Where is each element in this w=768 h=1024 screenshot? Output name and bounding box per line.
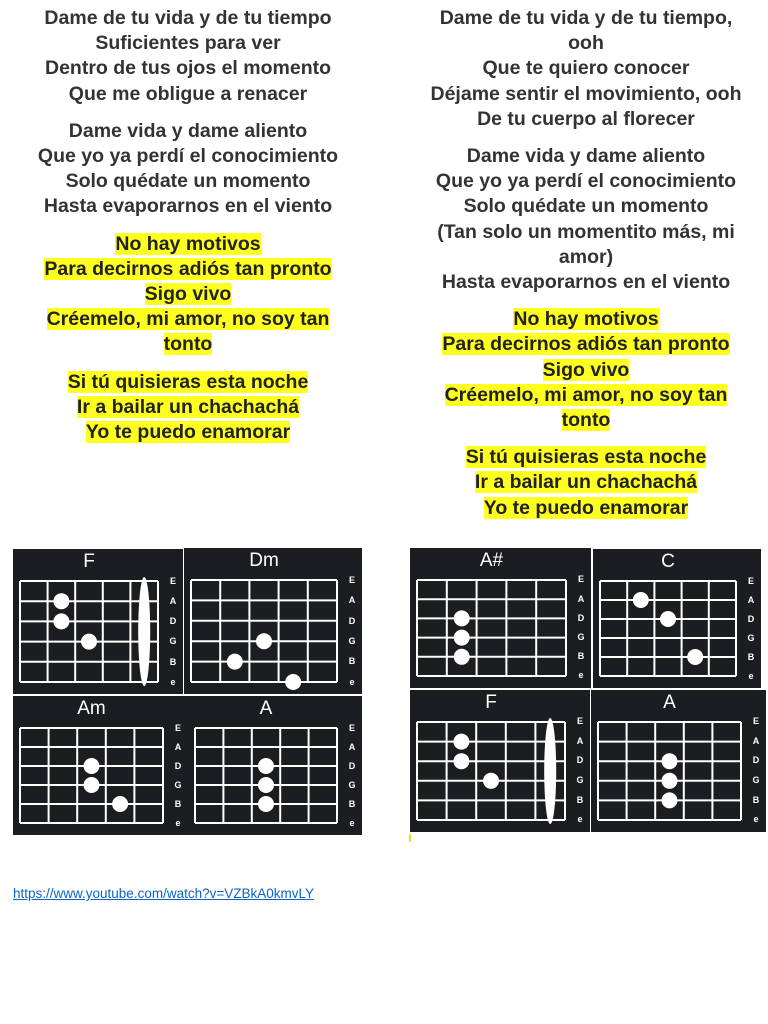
lyric-line <box>14 370 362 395</box>
string-label: B <box>348 798 356 809</box>
chord-name: F <box>485 692 497 713</box>
string-labels <box>347 570 357 692</box>
finger-dot <box>483 773 499 789</box>
string-label: D <box>348 615 356 626</box>
lyric-line <box>408 82 764 107</box>
string-label: G <box>169 636 177 647</box>
lyric-text: Créemelo, mi amor, no soy tan <box>46 308 330 331</box>
lyrics-column-right <box>408 6 764 533</box>
lyric-text: Para decirnos adiós tan pronto <box>44 257 332 280</box>
string-labels <box>576 570 586 685</box>
lyric-line <box>14 56 362 81</box>
lyric-line <box>408 496 764 521</box>
chord-name: F <box>83 551 95 572</box>
chord-name: A <box>259 698 273 719</box>
lyric-text: Sigo vivo <box>144 283 232 306</box>
string-label: G <box>348 779 356 790</box>
string-label: G <box>348 635 356 646</box>
string-label: E <box>752 716 759 727</box>
fretboard-grid <box>410 548 591 688</box>
finger-dot <box>258 758 274 774</box>
lyric-line <box>14 395 362 420</box>
string-label: e <box>170 676 176 687</box>
string-label: E <box>747 575 754 586</box>
chord-diagram <box>188 696 362 835</box>
lyric-text: Solo quédate un momento <box>463 195 709 218</box>
highlight-mark <box>409 834 411 842</box>
finger-dot <box>53 593 69 609</box>
lyric-line <box>408 270 764 295</box>
string-label: G <box>576 774 584 785</box>
string-label: B <box>747 651 755 662</box>
finger-dot <box>453 734 469 750</box>
string-label: e <box>349 676 355 687</box>
chord-diagram <box>410 548 591 688</box>
lyric-text: tonto <box>561 409 611 432</box>
finger-dot <box>112 796 128 812</box>
chord-diagram <box>410 690 590 832</box>
string-label: E <box>169 575 176 586</box>
lyric-text: Si tú quisieras esta noche <box>67 370 309 393</box>
string-label: e <box>175 817 181 828</box>
lyric-line <box>408 383 764 408</box>
finger-dot <box>660 611 676 627</box>
lyric-line <box>408 358 764 383</box>
string-labels <box>168 571 178 692</box>
lyric-text: Yo te puedo enamorar <box>483 496 689 519</box>
finger-dot <box>81 634 97 650</box>
lyric-line <box>408 445 764 470</box>
chord-diagram <box>13 549 183 694</box>
stanza-highlighted <box>408 445 764 521</box>
lyric-line <box>14 332 362 357</box>
lyric-line <box>14 282 362 307</box>
string-label: E <box>348 574 355 585</box>
string-label: e <box>349 817 355 828</box>
lyric-line <box>14 257 362 282</box>
lyric-line <box>408 307 764 332</box>
chord-diagram <box>593 549 761 688</box>
finger-dot <box>687 649 703 665</box>
stanza <box>14 6 362 107</box>
finger-dot <box>84 777 100 793</box>
fretboard-grid <box>13 549 183 694</box>
string-label: A <box>577 593 585 604</box>
lyric-line <box>408 107 764 132</box>
finger-dot <box>227 654 243 670</box>
string-labels <box>746 572 756 686</box>
lyric-text: Yo te puedo enamorar <box>85 421 291 444</box>
lyric-text: Dame de tu vida y de tu tiempo, <box>439 7 733 29</box>
string-label: D <box>747 613 755 624</box>
string-label: B <box>169 656 177 667</box>
lyric-line <box>14 420 362 445</box>
string-label: B <box>576 794 584 805</box>
lyric-line <box>408 6 764 31</box>
string-labels <box>575 712 585 830</box>
lyric-text: tonto <box>163 333 213 356</box>
string-label: G <box>747 632 755 643</box>
lyric-line <box>14 82 362 107</box>
string-label: e <box>577 814 583 825</box>
lyric-line <box>14 6 362 31</box>
string-label: D <box>174 760 182 771</box>
string-label: B <box>577 651 585 662</box>
lyric-text: Que yo ya perdí el conocimiento <box>37 145 339 168</box>
string-label: e <box>578 670 584 681</box>
string-label: G <box>174 779 182 790</box>
finger-dot <box>53 613 69 629</box>
string-label: e <box>753 814 759 825</box>
lyric-line <box>408 332 764 357</box>
lyric-line <box>408 245 764 270</box>
finger-dot <box>258 777 274 793</box>
stanza-highlighted <box>408 307 764 433</box>
lyric-text: Dame de tu vida y de tu tiempo <box>44 7 332 29</box>
lyric-text: Para decirnos adiós tan pronto <box>442 333 730 356</box>
string-label: E <box>577 574 584 585</box>
lyric-text: (Tan solo un momentito más, mi <box>437 220 735 243</box>
barre-marker <box>138 577 150 686</box>
chord-name: Dm <box>249 550 279 571</box>
stanza <box>14 119 362 220</box>
lyric-text: Sigo vivo <box>542 358 630 381</box>
fretboard-grid <box>188 696 362 835</box>
string-label: D <box>169 616 177 627</box>
finger-dot <box>662 753 678 769</box>
finger-dot <box>285 674 301 690</box>
lyric-line <box>408 194 764 219</box>
chord-name: A <box>663 692 676 713</box>
string-labels <box>751 712 761 830</box>
lyric-text: Que te quiero conocer <box>482 57 690 80</box>
lyric-line <box>408 220 764 245</box>
string-labels <box>347 719 357 833</box>
finger-dot <box>662 792 678 808</box>
lyric-text: De tu cuerpo al florecer <box>477 107 695 130</box>
lyric-line <box>408 169 764 194</box>
lyric-text: ooh <box>568 32 604 55</box>
string-label: B <box>752 794 760 805</box>
lyric-line <box>408 470 764 495</box>
lyric-text: Hasta evaporarnos en el viento <box>43 195 333 218</box>
lyric-text: Dame vida y dame aliento <box>466 145 706 168</box>
lyric-text: Déjame sentir el movimiento, ooh <box>430 82 742 105</box>
lyric-text: Si tú quisieras esta noche <box>465 446 707 469</box>
lyrics-column-left <box>14 6 362 457</box>
stanza <box>408 6 764 132</box>
lyric-text: Que yo ya perdí el conocimiento <box>435 170 737 193</box>
lyric-line <box>14 307 362 332</box>
finger-dot <box>84 758 100 774</box>
string-label: A <box>348 741 356 752</box>
chord-name: C <box>661 551 675 572</box>
string-label: A <box>752 735 760 746</box>
finger-dot <box>633 592 649 608</box>
finger-dot <box>454 610 470 626</box>
lyric-line <box>14 31 362 56</box>
lyric-text: No hay motivos <box>115 232 261 255</box>
fretboard-grid <box>13 696 188 835</box>
fretboard-grid <box>591 690 766 832</box>
chord-diagram <box>591 690 766 832</box>
string-label: A <box>169 596 177 607</box>
fretboard-grid <box>593 549 761 688</box>
finger-dot <box>256 633 272 649</box>
lyric-line <box>14 232 362 257</box>
string-label: A <box>747 594 755 605</box>
string-label: E <box>576 716 583 727</box>
lyric-line <box>14 144 362 169</box>
lyric-text: Que me obligue a renacer <box>68 82 308 105</box>
finger-dot <box>662 773 678 789</box>
string-label: A <box>348 595 356 606</box>
string-label: B <box>174 798 182 809</box>
string-label: D <box>576 755 584 766</box>
lyric-text: Solo quédate un momento <box>65 170 311 193</box>
lyric-text: amor) <box>558 245 614 268</box>
chord-diagram <box>13 696 188 835</box>
lyric-line <box>408 408 764 433</box>
stanza-highlighted <box>14 232 362 358</box>
string-label: D <box>577 612 585 623</box>
string-label: B <box>348 656 356 667</box>
string-label: e <box>748 670 754 681</box>
lyric-text: Ir a bailar un chachachá <box>76 395 300 418</box>
string-labels <box>173 719 183 833</box>
lyric-text: Dentro de tus ojos el momento <box>44 57 332 80</box>
string-label: E <box>174 722 181 733</box>
finger-dot <box>258 796 274 812</box>
lyric-text: No hay motivos <box>513 308 659 331</box>
lyric-text: Dame vida y dame aliento <box>68 119 308 142</box>
lyric-line <box>14 194 362 219</box>
stanza-highlighted <box>14 370 362 446</box>
lyric-line <box>14 169 362 194</box>
barre-marker <box>544 718 556 824</box>
fretboard-grid <box>184 548 362 694</box>
stanza <box>408 144 764 295</box>
string-label: A <box>174 741 182 752</box>
lyric-line <box>408 31 764 56</box>
finger-dot <box>454 630 470 646</box>
lyric-text: Suficientes para ver <box>95 32 281 55</box>
lyric-text: Créemelo, mi amor, no soy tan <box>444 383 728 406</box>
fretboard-grid <box>410 690 590 832</box>
string-label: A <box>576 735 584 746</box>
string-label: G <box>752 774 760 785</box>
lyric-line <box>14 119 362 144</box>
string-label: D <box>348 760 356 771</box>
string-label: G <box>577 631 585 642</box>
lyric-text: Ir a bailar un chachachá <box>474 471 698 494</box>
chord-name: Am <box>77 698 106 719</box>
finger-dot <box>453 753 469 769</box>
chord-name: A# <box>479 550 504 571</box>
string-label: D <box>752 755 760 766</box>
finger-dot <box>454 649 470 665</box>
lyric-line <box>408 56 764 81</box>
youtube-link[interactable]: https://www.youtube.com/watch?v=VZBkA0kmvLY <box>13 886 315 901</box>
lyric-text: Hasta evaporarnos en el viento <box>441 271 731 294</box>
lyric-line <box>408 144 764 169</box>
string-label: E <box>348 722 355 733</box>
chord-diagram <box>184 548 362 694</box>
